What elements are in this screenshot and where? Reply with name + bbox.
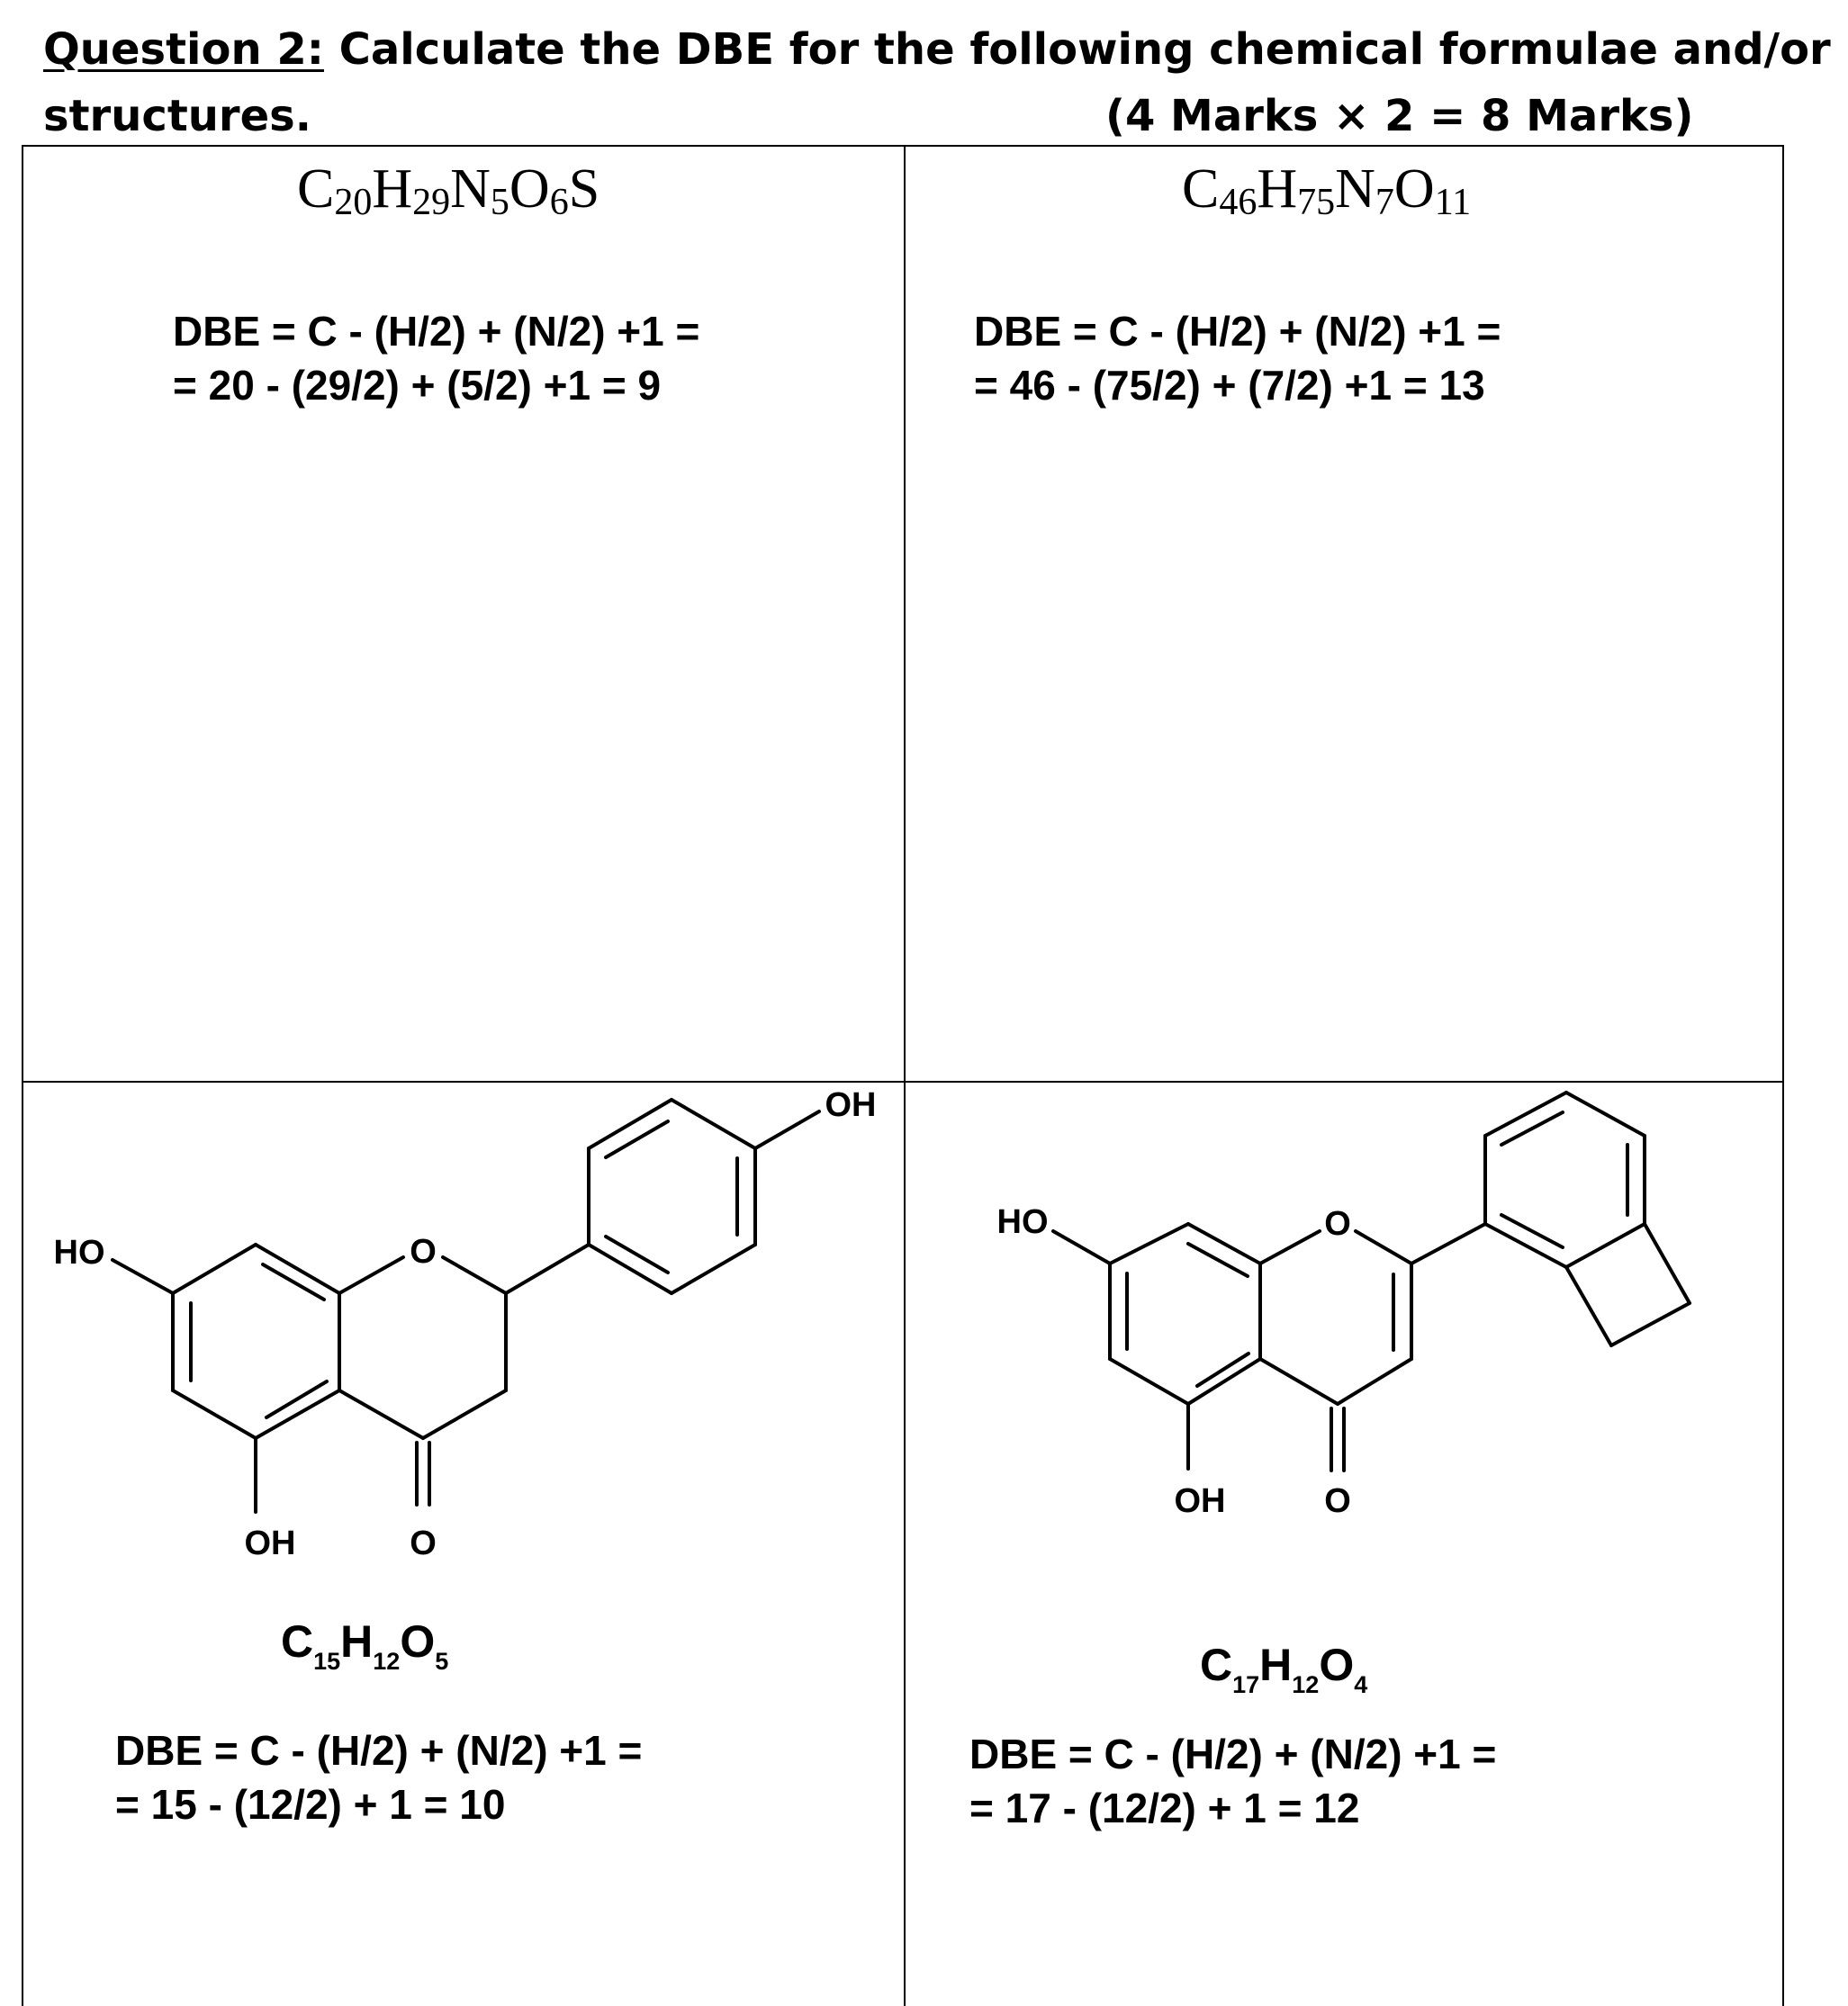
formula-subscript: 5 [490, 182, 509, 223]
formula-element: H [340, 1616, 374, 1667]
formula-element: C [297, 158, 335, 220]
cell2-dbe-equation: DBE = C - (H/2) + (N/2) +1 = [974, 308, 1501, 355]
formula-subscript: 12 [1292, 1671, 1320, 1698]
formula-subscript: 7 [1375, 182, 1394, 223]
cell4-carbonyl-o-label: O [1324, 1482, 1351, 1520]
cell3-dbe-equation: DBE = C - (H/2) + (N/2) +1 = [115, 1727, 643, 1774]
question-text-continued: structures. [43, 91, 311, 141]
cell3-phenol-oh-label: OH [825, 1086, 877, 1124]
formula-subscript: 17 [1232, 1671, 1260, 1698]
cell4-ring-o-label: O [1324, 1205, 1351, 1243]
formula-element: H [1257, 158, 1298, 220]
formula-subscript: 5 [435, 1648, 449, 1675]
formula-element: H [372, 158, 413, 220]
formula-element: O [509, 158, 550, 220]
cell3-carbonyl-o-label: O [410, 1525, 437, 1562]
cell3-dbe-result: = 15 - (12/2) + 1 = 10 [115, 1781, 506, 1828]
formula-subscript: 12 [373, 1648, 401, 1675]
formula-element: C [1200, 1640, 1233, 1690]
cell3-ring-o-label: O [410, 1233, 437, 1271]
cell1-dbe-result: = 20 - (29/2) + (5/2) +1 = 9 [173, 362, 662, 409]
formula-subscript: 29 [412, 182, 451, 223]
formula-subscript: 46 [1219, 182, 1258, 223]
cell4-ho-label: HO [996, 1203, 1049, 1241]
question-text: Calculate the DBE for the following chemical formulae and/or [338, 24, 1831, 75]
cell4-dbe-result: = 17 - (12/2) + 1 = 12 [969, 1785, 1360, 1831]
cell3-oh-label: OH [244, 1525, 296, 1562]
cell4-oh-label: OH [1174, 1482, 1226, 1520]
formula-element: O [1319, 1640, 1355, 1690]
cell1-dbe-equation: DBE = C - (H/2) + (N/2) +1 = [173, 308, 700, 355]
formula-subscript: 20 [334, 182, 373, 223]
formula-element: O [1393, 158, 1435, 220]
cell4-dbe-equation: DBE = C - (H/2) + (N/2) +1 = [969, 1731, 1497, 1777]
formula-subscript: 6 [549, 182, 569, 223]
formula-subscript: 11 [1434, 182, 1472, 223]
formula-element: C [1182, 158, 1220, 220]
cell4-formula [1200, 1638, 1368, 1698]
formula-element: H [1259, 1640, 1293, 1690]
formula-element: S [568, 158, 600, 220]
formula-element: N [450, 158, 491, 220]
formula-subscript: 15 [313, 1648, 341, 1675]
formula-subscript: 4 [1354, 1671, 1368, 1698]
formula-element: N [1335, 158, 1375, 220]
marks-allocation: (4 Marks × 2 = 8 Marks) [1105, 91, 1694, 141]
cell2-dbe-result: = 46 - (75/2) + (7/2) +1 = 13 [974, 362, 1485, 409]
formula-subscript: 75 [1297, 182, 1336, 223]
cell3-formula [281, 1615, 449, 1675]
formula-element: C [281, 1616, 314, 1667]
formula-element: O [400, 1616, 436, 1667]
cell3-ho-label: HO [53, 1234, 105, 1272]
question-label: Question 2: [43, 24, 324, 75]
